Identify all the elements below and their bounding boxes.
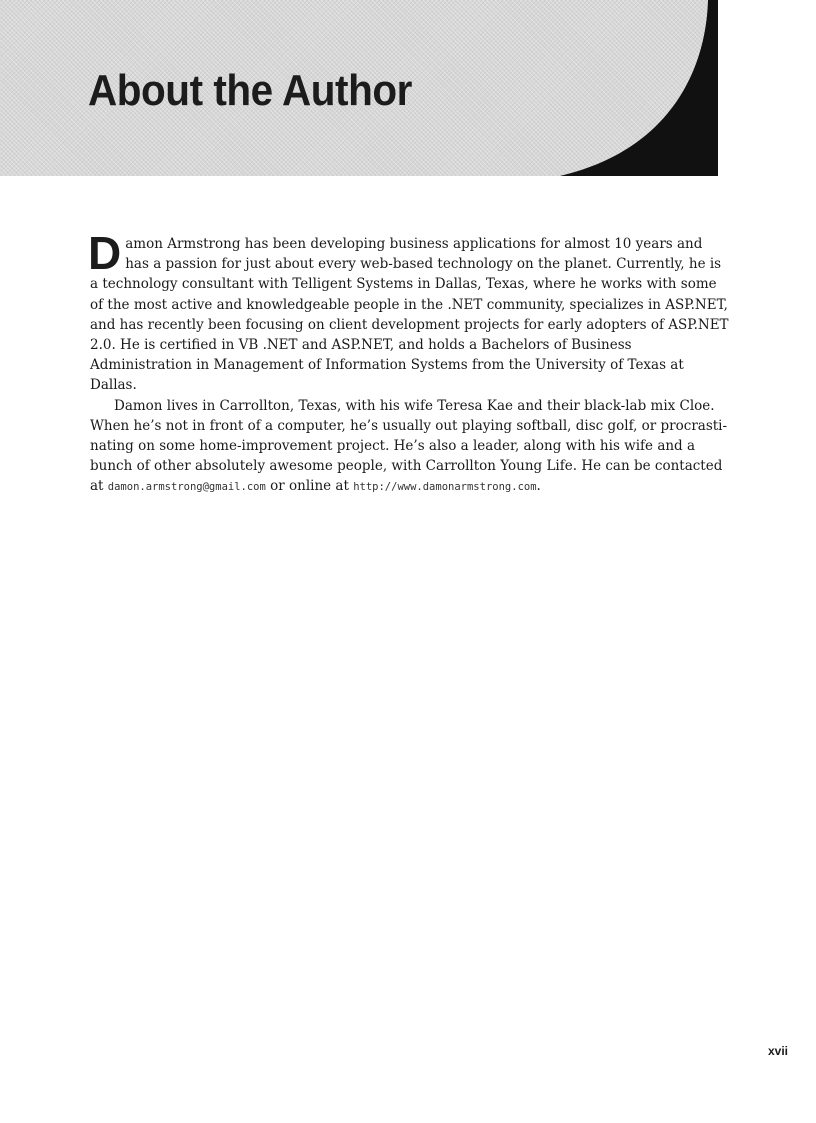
author-bio xyxy=(88,227,730,498)
swoosh-shape xyxy=(560,0,718,176)
bio-paragraph-2 xyxy=(90,396,730,498)
chapter-title: About the Author xyxy=(88,66,412,115)
end-punctuation: . xyxy=(536,478,541,495)
bio-paragraph-1-text: amon Armstrong has been developing business applications for almost 10 years and has a passion for just about every web-based technology on the planet. Currently, he is a technology consultant with Telligent Systems in Dallas, Texas, where he works with some of the most active and knowledgeable people in the .NET community, specializes in ASP.NET, and has recently been focusing on client development projects for early adopters of ASP.NET 2.0. He is certified in VB .NET and ASP.NET, and holds a Bachelors of Business Administration in Management of Information Systems from the University of Texas at Dallas. xyxy=(90,236,729,394)
drop-cap: D xyxy=(88,227,122,279)
bio-paragraph-1 xyxy=(88,227,730,396)
bio-paragraph-2-text: Damon lives in Carrollton, Texas, with his wife Teresa Kae and their black-lab mix Cloe. When he’s not in front of a computer, he’s usually out playing softball, disc golf, or procrasti-nating on some home-improvement project. He’s also a leader, along with his wife and a bunch of other absolutely awesome people, with Carrollton Young Life. He can be contacted at xyxy=(90,397,728,495)
banner-swoosh xyxy=(560,0,718,176)
author-website: http://www.damonarmstrong.com xyxy=(353,481,537,494)
author-email: damon.armstrong@gmail.com xyxy=(107,481,266,494)
chapter-banner xyxy=(0,0,718,176)
connector-text: or online at xyxy=(265,478,354,495)
page-number: xvii xyxy=(767,1044,788,1058)
